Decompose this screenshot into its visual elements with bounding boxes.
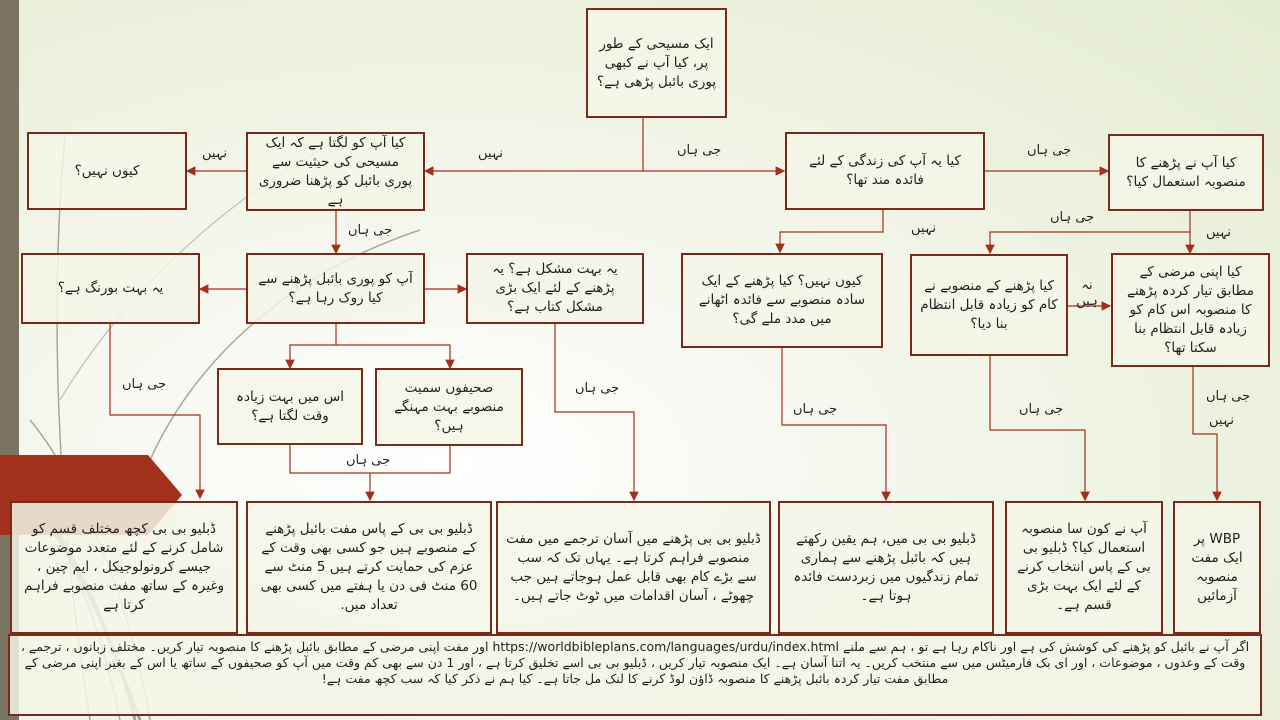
label-no-left: نہیں (202, 146, 228, 161)
label-yes-right: جی ہاں (1027, 143, 1072, 158)
label-yes-important: جی ہاں (348, 223, 393, 238)
node-too-expensive (375, 368, 523, 446)
node-text: کیا آپ نے پڑھنے کا منصوبہ استعمال کیا؟ (1126, 154, 1246, 190)
node-text: کیوں نہیں؟ کیا پڑھنے کے ایک سادہ منصوبے سے فائدہ اٹھانے میں مدد ملے گی؟ (698, 273, 866, 327)
label-yes-manageable: جی ہاں (1019, 402, 1064, 417)
node-try-wbp (1173, 501, 1261, 634)
label-no-used-plan: نہیں (1206, 225, 1232, 240)
label-yes-hard: جی ہاں (575, 381, 620, 396)
label-no-custom: نہیں (1209, 413, 1235, 428)
node-text: یہ بہت بورنگ ہے؟ (57, 280, 164, 296)
node-wbp-variety (10, 501, 238, 634)
node-text: کیا یہ آپ کی زندگی کے لئے فائدہ مند تھا؟ (809, 153, 961, 188)
node-too-boring (21, 253, 200, 324)
node-wbp-belief (778, 501, 994, 634)
node-used-plan-question (1108, 134, 1264, 211)
node-too-much-time (217, 368, 363, 445)
node-text: ڈبلیو بی بی میں، ہم یقین رکھتے ہیں کہ بائبل پڑھنے سے ہماری تمام زندگیوں میں زبردست فائدہ ہوتا ہے۔ (793, 530, 979, 604)
label-yes-simple: جی ہاں (793, 402, 838, 417)
node-which-plan (1005, 501, 1163, 634)
node-text: صحیفوں سمیت منصوبے بہت مہنگے ہیں؟ (394, 379, 504, 434)
node-text: کیا اپنی مرضی کے مطابق تیار کردہ پڑھنے کا منصوبہ اس کام کو زیادہ قابل انتظام بنا سکتا تھا؟ (1127, 263, 1254, 356)
footer-call-to-action (8, 634, 1262, 716)
node-text: کیا پڑھنے کے منصوبے نے کام کو زیادہ قابل انتظام بنا دیا؟ (920, 277, 1058, 332)
node-wbp-free-plans (246, 501, 492, 634)
label-yes-custom: جی ہاں (1206, 389, 1251, 404)
label-no-split: نہ ہیں (1076, 278, 1098, 309)
node-what-stopping (246, 253, 425, 324)
node-why-not (27, 132, 187, 210)
node-too-hard (466, 253, 644, 324)
node-text: ایک مسیحی کے طور پر، کیا آپ نے کبھی پوری بائبل پڑھی ہے؟ (596, 35, 717, 90)
node-text: ڈبلیو بی بی پڑھنے میں آسان ترجمے میں مفت منصوبے فراہم کرتا ہے۔ یہاں تک کہ سب سے بڑے کام بھی قابل عمل ہوجاتے ہیں جب چھوٹے ، آسان اقدامات میں ٹوٹ جاتے ہیں۔ (506, 530, 761, 604)
node-text: ڈبلیو بی بی کچھ مختلف قسم کو شامل کرنے کے لئے متعدد موضوعات جیسے کرونولوجیکل ، ایم چین ، وغیرہ کے ساتھ مفت منصوبے فراہم کرتا ہے (23, 521, 225, 613)
node-plan-manageable (910, 254, 1068, 356)
node-text: کیوں نہیں؟ (74, 162, 140, 179)
label-yes-used-plan: جی ہاں (1050, 210, 1095, 225)
label-no-beneficial: نہیں (911, 221, 937, 236)
node-start-question (586, 8, 727, 118)
node-beneficial-question (785, 132, 985, 210)
node-text: کیا آپ کو لگتا ہے کہ ایک مسیحی کی حیثیت سے پوری بائبل کو پڑھنا ضروری ہے (258, 134, 413, 208)
node-text: آپ کو پوری بائبل پڑھنے سے کیا روک رہا ہے؟ (258, 270, 413, 306)
node-text: اس میں بہت زیادہ وقت لگتا ہے؟ (236, 388, 344, 424)
label-yes-boring: جی ہاں (122, 377, 167, 392)
node-text: WBP پر ایک مفت منصوبہ آزمائیں (1191, 530, 1243, 604)
node-custom-plan (1111, 253, 1270, 367)
node-text: ڈبلیو بی بی کے پاس مفت بائبل پڑھنے کے منصوبے ہیں جو کسی بھی وقت کے عزم کی حمایت کرتے ہیں 5 منٹ سے 60 منٹ فی دن یا ہفتے میں کسی بھی تعداد میں. (260, 521, 478, 613)
node-simple-plan-question (681, 253, 883, 348)
label-no-center: نہیں (478, 146, 504, 161)
node-text: آپ نے کون سا منصوبہ استعمال کیا؟ ڈبلیو بی بی کے پاس انتخاب کرنے کے لئے ایک بہت بڑی قسم ہے۔ (1017, 521, 1151, 613)
node-text: یہ بہت مشکل ہے؟ یہ پڑھنے کے لئے ایک بڑی مشکل کتاب ہے؟ (492, 261, 618, 315)
footer-text: اگر آپ نے بائبل کو پڑھنے کی کوشش کی ہے اور ناکام رہا ہے تو ، ہم سے ملنے https://worldbibleplans.com/languages/urdu/index.html اور مفت اپنی مرضی کے مطابق بائبل پڑھنے کا منصوبہ تیار کریں۔ مختلف زبانوں ، ترجمے ، وقت کے وعدوں ، موضوعات ، اور ای بک فارمیٹس میں سے منتخب کریں۔ یہ اتنا آسان ہے۔ ایک منصوبہ تیار کریں ، ڈبلیو بی بی اسے تخلیق کرتا ہے ، اور 1 دن سے بھی کم وقت میں آپ کو صحیفوں کے ساتھ یا اس کے بغیر اپنی مرضی کے مطابق مفت تیار کردہ بائبل پڑھنے کا منصوبہ ڈاؤن لوڈ کرنے کا لنک مل جاتا ہے۔ کیا ہم نے ذکر کیا کہ سب کچھ مفت ہے! (20, 639, 1250, 686)
label-yes-time-cost: جی ہاں (346, 453, 391, 468)
node-importance-question (246, 132, 425, 211)
label-yes-center: جی ہاں (677, 143, 722, 158)
node-wbp-easy (496, 501, 771, 634)
